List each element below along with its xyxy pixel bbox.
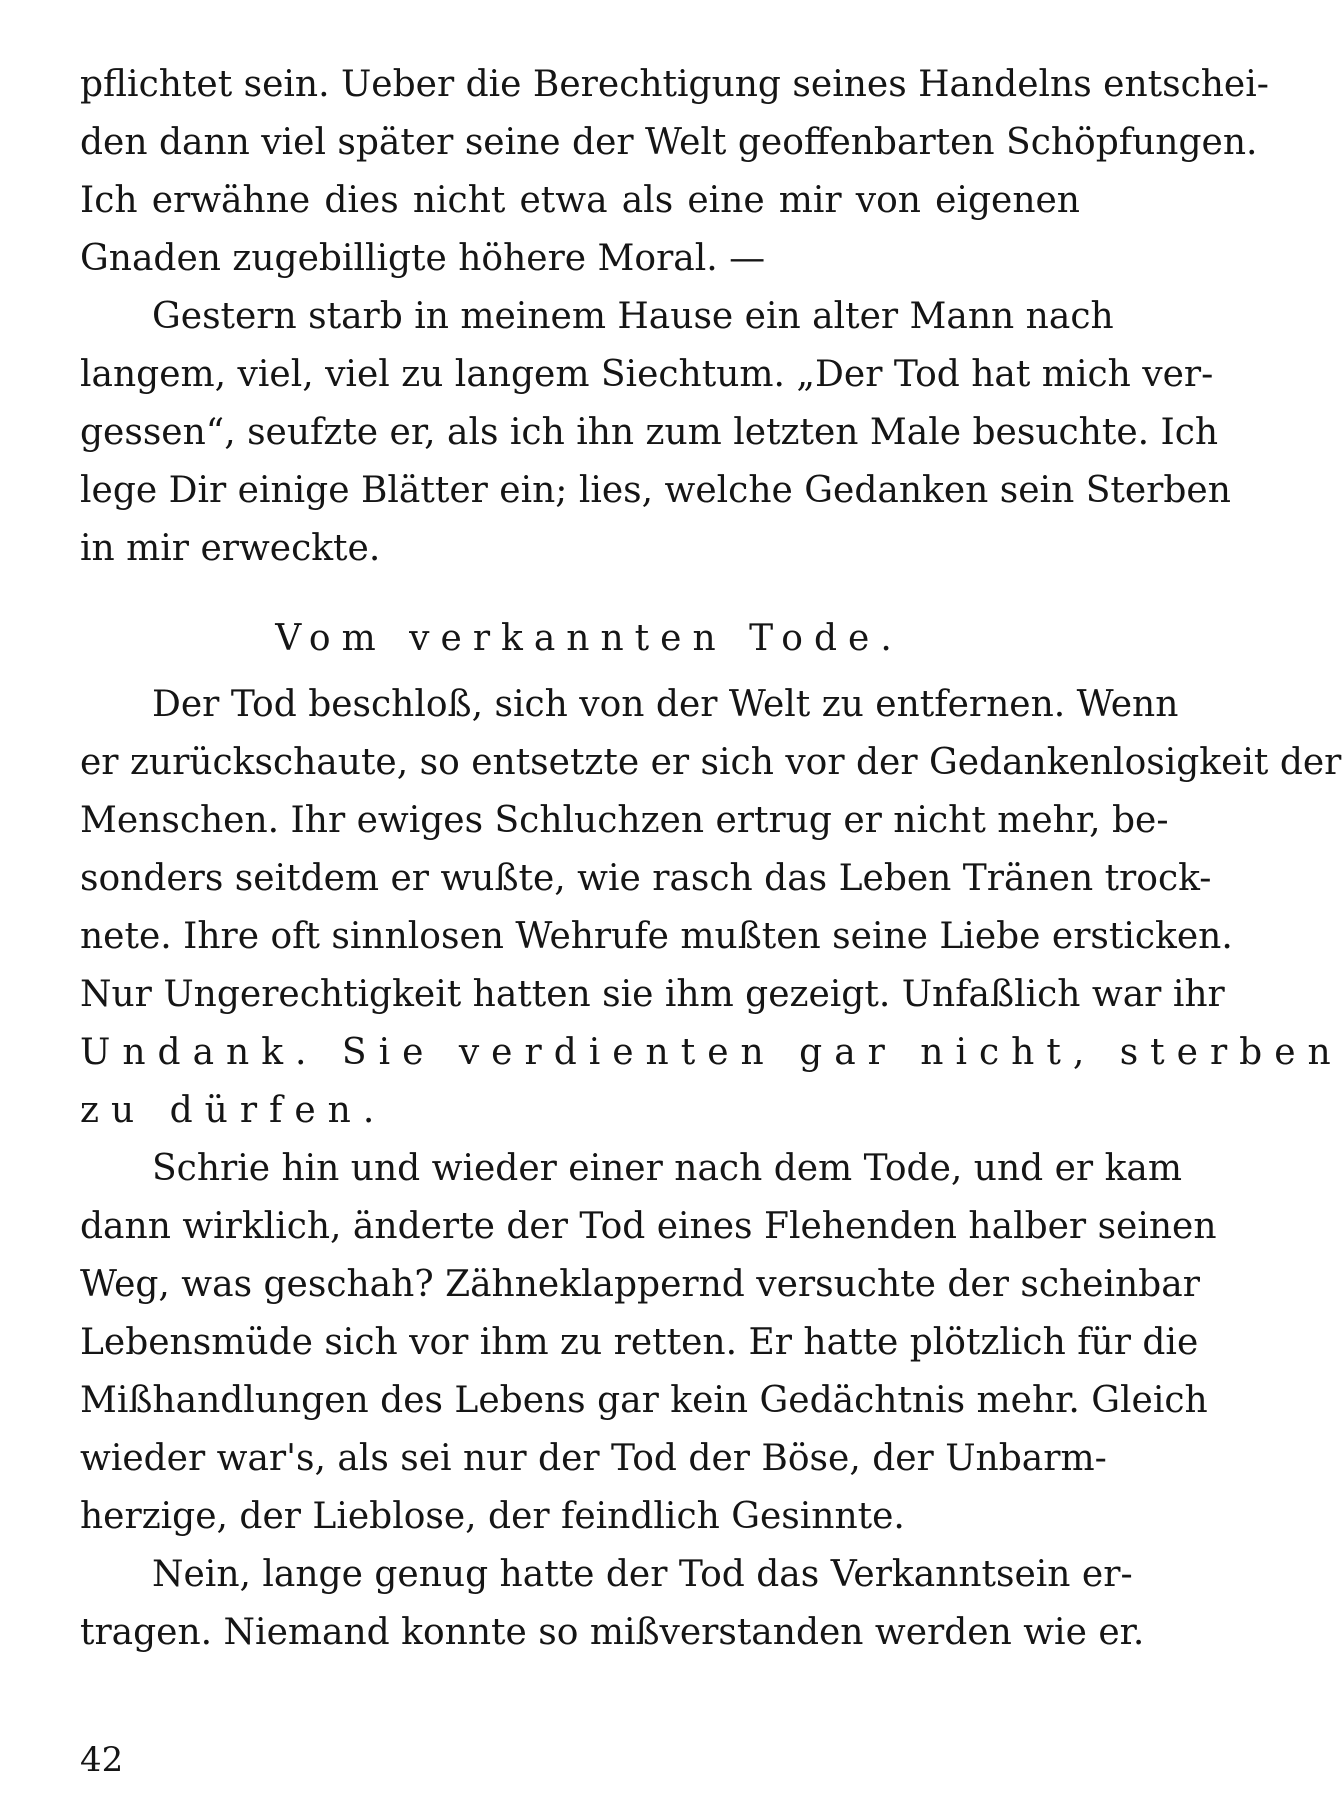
text-line: Undank. Sie verdienten gar nicht, sterben bbox=[80, 1032, 1343, 1073]
text-line: Der Tod beschloß, sich von der Welt zu entfernen. Wenn bbox=[152, 684, 1179, 725]
text-line: herzige, der Lieblose, der feindlich Gesinnte. bbox=[80, 1496, 905, 1537]
text-line: Gnaden zugebilligte höhere Moral. — bbox=[80, 238, 766, 279]
text-line: pflichtet sein. Ueber die Berechtigung seines Handelns entschei- bbox=[80, 64, 1269, 105]
text-line: dann wirklich, änderte der Tod eines Flehenden halber seinen bbox=[80, 1206, 1217, 1247]
page-number: 42 bbox=[80, 1740, 124, 1780]
text-line: zu dürfen. bbox=[80, 1090, 387, 1131]
text-line: den dann viel später seine der Welt geoffenbarten Schöpfungen. bbox=[80, 122, 1258, 163]
text-line: in mir erweckte. bbox=[80, 528, 381, 569]
text-line: Lebensmüde sich vor ihm zu retten. Er hatte plötzlich für die bbox=[80, 1322, 1199, 1363]
text-line: Nur Ungerechtigkeit hatten sie ihm gezeigt. Unfaßlich war ihr bbox=[80, 974, 1225, 1015]
text-line: tragen. Niemand konnte so mißverstanden werden wie er. bbox=[80, 1612, 1145, 1653]
text-line: Weg, was geschah? Zähneklappernd versuchte der scheinbar bbox=[80, 1264, 1200, 1305]
text-line: Schrie hin und wieder einer nach dem Tode, und er kam bbox=[152, 1148, 1182, 1189]
text-line: langem, viel, viel zu langem Siechtum. „Der Tod hat mich ver- bbox=[80, 354, 1214, 395]
text-line: Ich erwähne dies nicht etwa als eine mir von eigenen bbox=[80, 180, 1080, 221]
text-line: sonders seitdem er wußte, wie rasch das Leben Tränen trock- bbox=[80, 858, 1212, 899]
text-line: wieder war's, als sei nur der Tod der Böse, der Unbarm- bbox=[80, 1438, 1107, 1479]
text-line: Nein, lange genug hatte der Tod das Verkanntsein er- bbox=[152, 1554, 1133, 1595]
intro-text bbox=[80, 56, 1269, 578]
section-heading: Vom verkannten Tode. bbox=[275, 618, 903, 659]
text-line: gessen“, seufzte er, als ich ihn zum letzten Male besuchte. Ich bbox=[80, 412, 1219, 453]
text-line: Mißhandlungen des Lebens gar kein Gedächtnis mehr. Gleich bbox=[80, 1380, 1208, 1421]
text-line: lege Dir einige Blätter ein; lies, welche Gedanken sein Sterben bbox=[80, 470, 1231, 511]
body-text bbox=[80, 676, 1343, 1662]
text-line: Menschen. Ihr ewiges Schluchzen ertrug er nicht mehr, be- bbox=[80, 800, 1169, 841]
text-line: Gestern starb in meinem Hause ein alter Mann nach bbox=[152, 296, 1114, 337]
text-line: er zurückschaute, so entsetzte er sich vor der Gedankenlosigkeit der bbox=[80, 742, 1342, 783]
text-line: nete. Ihre oft sinnlosen Wehrufe mußten seine Liebe ersticken. bbox=[80, 916, 1233, 957]
